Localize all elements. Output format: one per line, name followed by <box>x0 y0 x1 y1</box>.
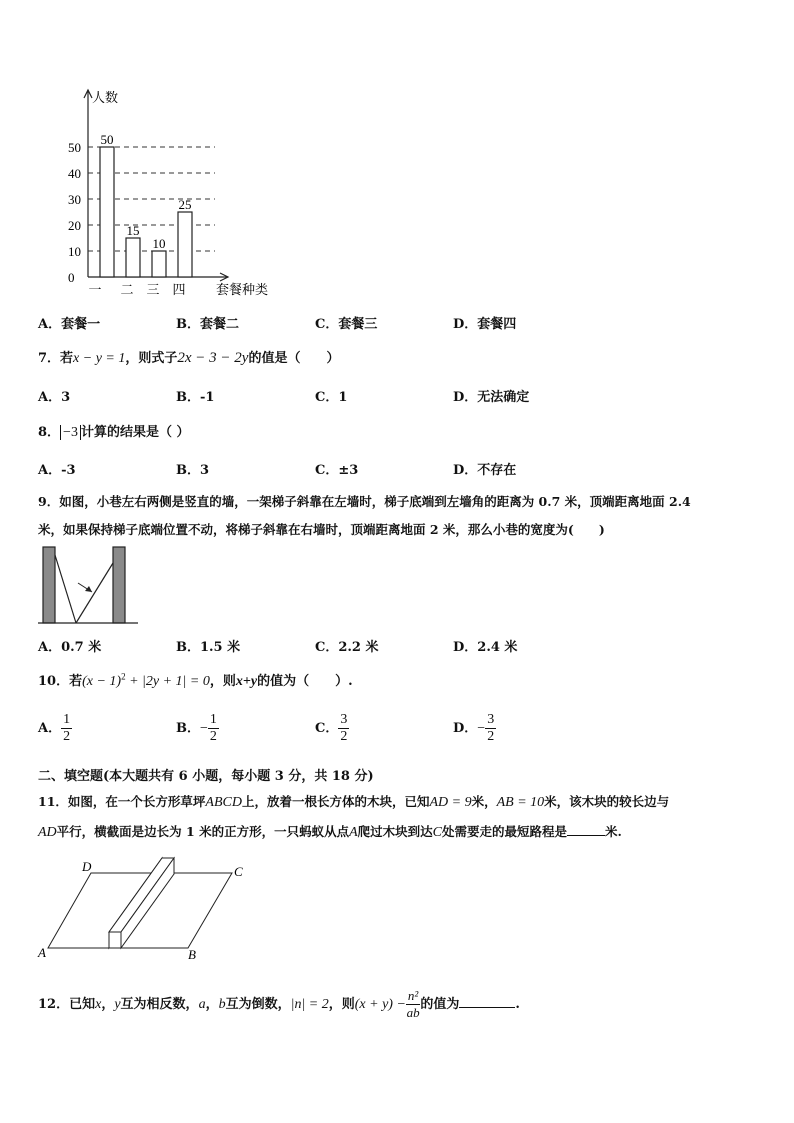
q7-tail-text: 的值是（ ） <box>248 351 340 366</box>
chart-labels <box>68 90 268 297</box>
q10-option-a[interactable] <box>38 712 72 745</box>
q11-stem-line-1 <box>38 792 669 811</box>
q10-option-b-fraction <box>208 712 219 745</box>
left-wall <box>43 547 55 623</box>
q12-fraction <box>406 988 420 1021</box>
q12-separator-1: ， <box>101 997 115 1012</box>
block-side-face <box>121 858 174 948</box>
y-tick-label: 40 <box>68 166 81 181</box>
q12-text-4: ，则 <box>328 997 355 1012</box>
q10-option-c[interactable] <box>315 712 349 745</box>
q10-exponent: 2 <box>121 671 126 682</box>
q7-option-a[interactable]: A．3 <box>38 390 71 405</box>
q11-text-3: 米， <box>471 794 497 809</box>
q10-number: 10．若 <box>38 674 83 689</box>
q12-math-y: y <box>114 997 121 1012</box>
q10-expression-1: (x − 1) <box>82 674 122 689</box>
q7-option-c[interactable]: C．1 <box>315 390 348 405</box>
block-end-square <box>109 932 121 948</box>
q8-tail-text: 计算的结果是（ ） <box>80 425 190 440</box>
q12-math-a: a <box>198 997 206 1012</box>
q7-mid-text: ，则式子 <box>125 351 178 366</box>
y-tick-label: 50 <box>68 140 81 155</box>
section-2-title: 二、填空题(本大题共有 6 小题，每小题 3 分，共 18 分) <box>38 769 374 784</box>
fraction-denominator: 2 <box>487 729 495 744</box>
q10-mid-text: ，则 <box>209 674 236 689</box>
fraction-denominator: 2 <box>209 729 217 744</box>
x-tick-label: 二 <box>120 282 134 297</box>
fraction-denominator: 2 <box>340 729 348 744</box>
q6-option-a[interactable]: A．套餐一 <box>38 317 101 332</box>
bar-4 <box>178 212 192 277</box>
bar-data-label: 50 <box>100 132 114 147</box>
bar-2 <box>126 238 140 277</box>
q12-stem <box>38 988 520 1021</box>
q11-math-c: C <box>432 825 442 840</box>
x-tick-label: 三 <box>146 282 160 297</box>
q9-option-b[interactable]: B．1.5 米 <box>176 640 241 655</box>
q12-math-abs-n: |n| = 2 <box>290 997 329 1012</box>
q9-option-c[interactable]: C．2.2 米 <box>315 640 379 655</box>
arrow-head-icon <box>85 586 92 592</box>
ladder-left <box>55 555 76 623</box>
q7-option-b[interactable]: B．-1 <box>176 390 215 405</box>
q11-text-6: 爬过木块到达 <box>357 824 433 839</box>
fraction-numerator: 3 <box>340 712 348 727</box>
q6-option-c[interactable]: C．套餐三 <box>315 317 378 332</box>
q12-math-sum: (x + y) − <box>354 997 406 1012</box>
q12-text-6: . <box>515 997 520 1012</box>
bar-data-label: 15 <box>126 223 140 238</box>
q10-expression-2: + |2y + 1| = 0 <box>125 674 210 689</box>
chart-bars <box>100 147 192 277</box>
q11-text-5: 平行，横截面是边长为 1 米的正方形，一只蚂蚁从点 <box>56 824 350 839</box>
y-tick-label: 0 <box>68 270 75 285</box>
fraction-denominator: ab <box>406 1005 420 1020</box>
q11-stem-line-2 <box>38 822 622 841</box>
q12-separator-2: ， <box>205 997 219 1012</box>
fraction-denominator: 2 <box>63 729 71 744</box>
bar-3 <box>152 251 166 277</box>
label-a: A <box>38 945 46 960</box>
q7-option-d[interactable]: D．无法确定 <box>453 390 530 405</box>
q10-option-d-fraction <box>485 712 496 745</box>
q10-option-c-fraction <box>338 712 349 745</box>
q12-text-2: 互为相反数， <box>120 997 199 1012</box>
q11-math-ad-2: AD <box>38 825 57 840</box>
y-tick-label: 20 <box>68 218 81 233</box>
right-wall <box>113 547 125 623</box>
bar-1 <box>100 147 114 277</box>
fraction-numerator: n² <box>407 988 419 1003</box>
q11-text-1: 11．如图，在一个长方形草坪 <box>38 794 206 809</box>
q7-stem <box>38 347 339 367</box>
q11-answer-blank[interactable] <box>567 823 605 836</box>
q10-option-b-sign: − <box>200 721 208 736</box>
q9-option-a[interactable]: A．0.7 米 <box>38 640 102 655</box>
q10-option-a-fraction <box>61 712 72 745</box>
bar-data-label: 25 <box>178 197 192 212</box>
q10-option-b-label: B． <box>176 721 200 736</box>
q12-text-1: 12．已知 <box>38 997 96 1012</box>
q10-option-b[interactable] <box>176 712 219 745</box>
q11-lawn-figure <box>36 855 256 965</box>
q11-text-2: 上，放着一根长方体的木块，已知 <box>241 794 430 809</box>
q9-stem-line-2: 米，如果保持梯子底端位置不动，将梯子斜靠在右墙时，顶端距离地面 2 米，那么小巷的宽度为( ) <box>38 522 605 537</box>
block-top-face <box>109 858 174 932</box>
q12-text-5: 的值为 <box>420 997 460 1012</box>
q10-variable: x+y <box>235 674 258 689</box>
q11-math-ab: AB = 10 <box>496 795 545 810</box>
q10-option-a-label: A． <box>38 721 62 736</box>
q11-math-a: A <box>349 825 358 840</box>
q7-expression: 2x − 3 − 2y <box>177 350 249 366</box>
q10-tail-text: 的值为（ ）. <box>257 674 353 689</box>
q8-option-c[interactable]: C．±3 <box>315 463 359 478</box>
fraction-numerator: 3 <box>487 712 495 727</box>
q8-option-d[interactable]: D．不存在 <box>453 463 517 478</box>
q8-number: 8． <box>38 425 61 440</box>
label-c: C <box>234 864 243 879</box>
q11-text-8: 米. <box>605 824 622 839</box>
fraction-numerator: 1 <box>63 712 71 727</box>
bar-chart <box>60 84 290 304</box>
y-axis-label: 人数 <box>92 90 119 105</box>
x-axis-label: 套餐种类 <box>216 282 269 297</box>
q6-option-d[interactable]: D．套餐四 <box>453 317 517 332</box>
q12-answer-blank[interactable] <box>459 995 515 1008</box>
q10-option-d-sign: − <box>477 721 486 736</box>
label-d: D <box>82 859 92 874</box>
y-tick-label: 10 <box>68 244 81 259</box>
q10-stem <box>38 670 353 690</box>
q8-stem <box>38 421 189 441</box>
q9-ladder-figure <box>38 545 142 627</box>
q10-option-d[interactable] <box>453 712 496 745</box>
q10-option-d-label: D． <box>453 721 478 736</box>
q11-text-4: 米，该木块的较长边与 <box>544 794 670 809</box>
x-tick-label: 一 <box>88 282 102 297</box>
q6-option-b[interactable]: B．套餐二 <box>176 317 239 332</box>
label-b: B <box>188 947 196 962</box>
q12-math-x: x <box>95 997 102 1012</box>
q11-text-7: 处需要走的最短路程是 <box>442 824 568 839</box>
q8-option-a[interactable]: A．-3 <box>38 463 76 478</box>
q7-number: 7．若 <box>38 351 74 366</box>
q12-math-b: b <box>218 997 226 1012</box>
q12-text-3: 互为倒数， <box>225 997 291 1012</box>
ladder-right <box>76 563 113 623</box>
q8-absolute-value: −3 <box>60 425 81 440</box>
q8-option-b[interactable]: B．3 <box>176 463 210 478</box>
q11-math-abcd: ABCD <box>205 795 242 810</box>
q9-stem-line-1: 9．如图，小巷左右两侧是竖直的墙，一架梯子斜靠在左墙时，梯子底端到左墙角的距离为 0.7 米，顶端距离地面 2.4 <box>38 494 691 509</box>
x-tick-label: 四 <box>172 282 186 297</box>
bar-data-label: 10 <box>152 236 166 251</box>
q10-option-c-label: C． <box>315 721 339 736</box>
fraction-numerator: 1 <box>209 712 217 727</box>
q7-condition: x − y = 1 <box>73 351 126 366</box>
y-tick-label: 30 <box>68 192 81 207</box>
q9-option-d[interactable]: D．2.4 米 <box>453 640 518 655</box>
q11-math-ad: AD = 9 <box>429 795 472 810</box>
